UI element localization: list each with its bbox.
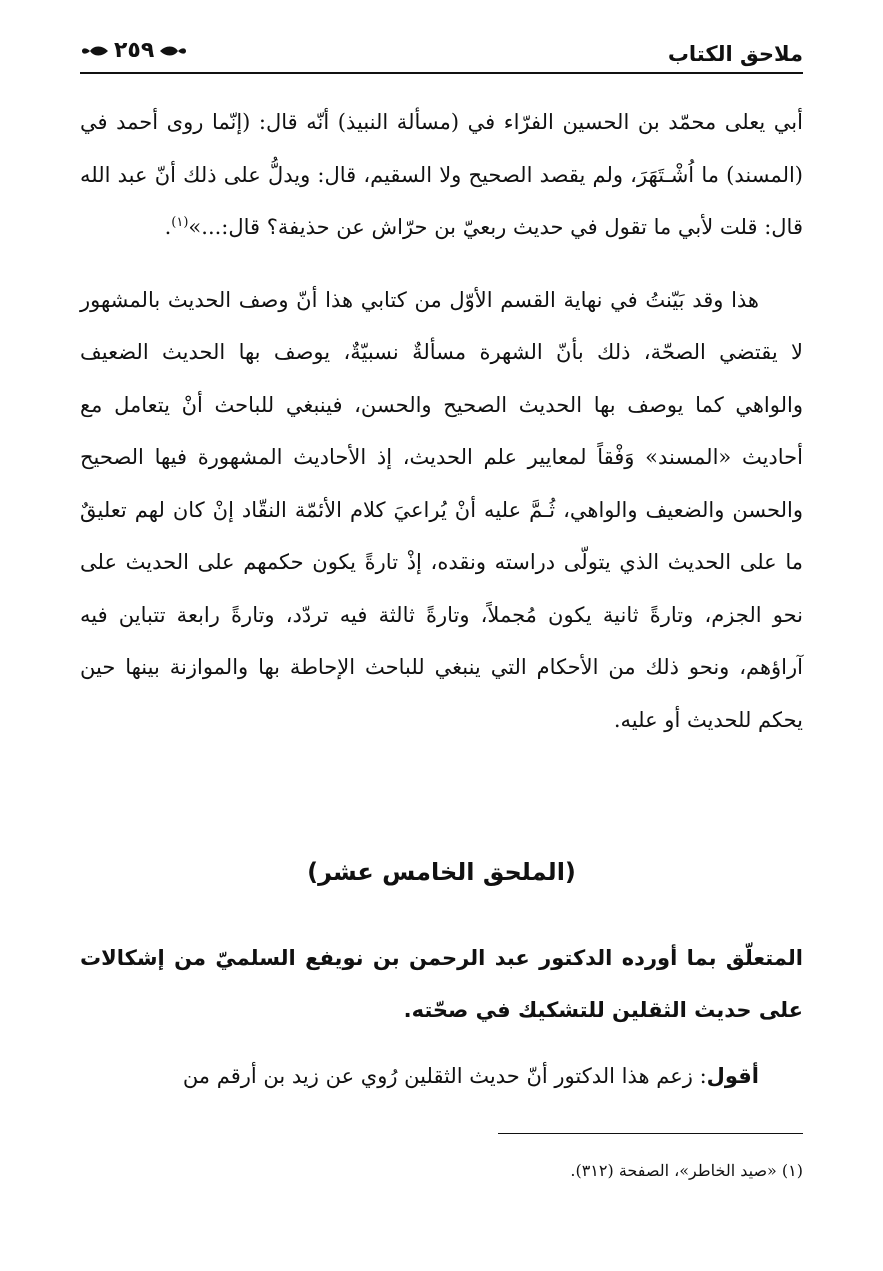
main-text: [80, 96, 803, 746]
header-rule: [80, 72, 803, 74]
ornament-left-icon: [80, 43, 110, 59]
section-heading: (الملحق الخامس عشر): [307, 858, 576, 886]
lead-word: أقول: [706, 1064, 759, 1088]
section-intro: المتعلّق بما أورده الدكتور عبد الرحمن بن نويفع السلميّ من إشكالات على حديث الثقلين للتشكيك في صحّته.: [80, 946, 803, 1022]
paragraph-2: هذا وقد بَيّنتُ في نهاية القسم الأوّل من كتابي هذا أنّ وصف الحديث بالمشهور لا يقتضي الصحّة، ذلك بأنّ الشهرة مسألةٌ نسبيّةٌ، يوصف بها الحديث الضعيف والواهي كما يوصف بها الحديث الصحيح والحسن، فينبغي للباحث أنْ يتعامل مع أحاديث «المسند» وَفْقاً لمعايير علم الحديث، إذ الأحاديث المشهورة فيها الصحيح والحسن والضعيف والواهي، ثُـمَّ عليه أنْ يُراعيَ كلام الأئمّة النقّاد إنْ كان لهم تعليقٌ ما على الحديث الذي يتولّى دراسته ونقده، إذْ تارةً يكون حكمهم على الحديث على نحو الجزم، وتارةً ثانية يكون مُجملاً، وتارةً ثالثة فيه تردّد، وتارةً رابعة تتباين فيه آراؤهم، ونحو ذلك من الأحكام التي ينبغي للباحث الإحاطة بها والموازنة بينها حين يحكم للحديث أو عليه.: [80, 287, 803, 732]
footnote-rule: [498, 1133, 803, 1134]
paragraph-1-text: أبي يعلى محمّد بن الحسين الفرّاء في (مسألة النبيذ) أنّه قال: (إنّما روى أحمد في (المسند) ما اُشْـتَهَرَ، ولم يقصد الصحيح ولا السقيم، قال: ويدلُّ على ذلك أنّ عبد الله قال: قلت لأبي ما تقول في حديث ربعيّ بن حرّاش عن حذيفة؟ قال:...»: [80, 110, 803, 239]
ornament-right-icon: [158, 43, 188, 59]
footnote: (١) «صيد الخاطر»، الصفحة (٣١٢).: [570, 1161, 803, 1180]
page-number: ٢٥٩: [114, 38, 155, 63]
page-number-block: [80, 38, 188, 63]
footnote-marker[interactable]: (١): [171, 215, 189, 230]
paragraph-1: [80, 96, 803, 254]
paragraph-3-text: : زعم هذا الدكتور أنّ حديث الثقلين رُوي عن زيد بن أرقم من: [182, 1064, 707, 1088]
paragraph-3: [80, 1050, 803, 1102]
paragraph-1-end: .: [164, 215, 172, 239]
page-header: [80, 38, 803, 74]
running-title: ملاحق الكتاب: [667, 42, 803, 66]
